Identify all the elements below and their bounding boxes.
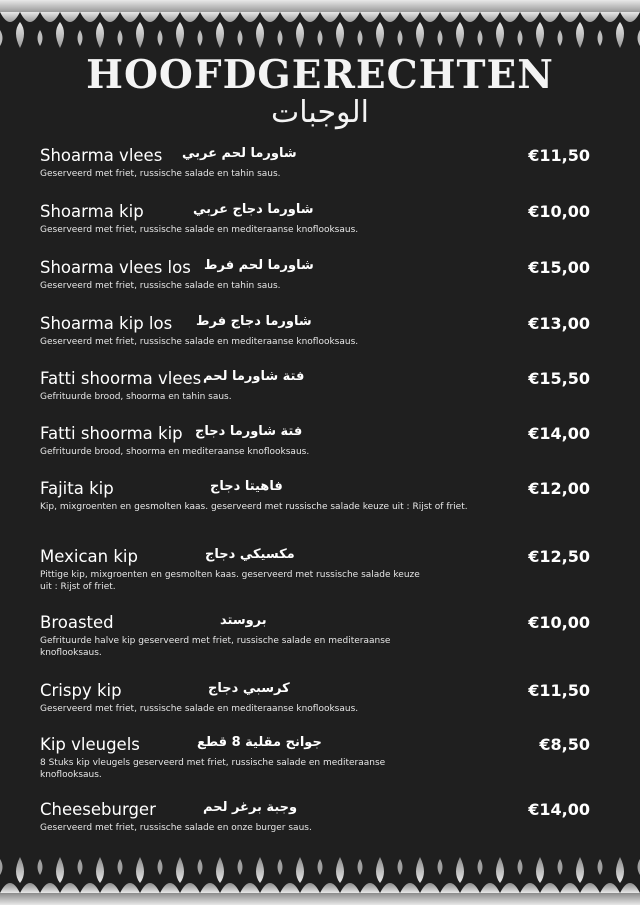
menu-item-arabic: جوانح مقلية 8 قطع <box>197 735 322 750</box>
menu-item-name: Shoarma kip <box>40 202 144 221</box>
menu-item-description: Gefrituurde brood, shoorma en mediteraanse knoflooksaus. <box>40 447 310 457</box>
menu-item-arabic: شاورما دجاج عربي <box>193 202 314 217</box>
menu-item-name: Crispy kip <box>40 681 122 700</box>
menu-item-name: Fatti shoorma kip <box>40 424 183 443</box>
menu-item-description: Geserveerd met friet, russische salade en mediteraanse knoflooksaus. <box>40 704 359 714</box>
menu-item-arabic: شاورما لحم عربي <box>182 146 297 161</box>
menu-item-description: Geserveerd met friet, russische salade en tahin saus. <box>40 281 281 291</box>
menu-item-price: €15,00 <box>528 258 590 277</box>
menu-item-arabic: مكسيكي دجاج <box>205 547 295 562</box>
menu-item-price: €8,50 <box>539 735 590 754</box>
page-subtitle-arabic: الوجبات <box>271 95 369 130</box>
menu-item-arabic: شاورما دجاج فرط <box>196 314 312 329</box>
menu-item-name: Mexican kip <box>40 547 138 566</box>
menu-item-price: €13,00 <box>528 314 590 333</box>
menu-item-price: €14,00 <box>528 424 590 443</box>
menu-item-name: Fajita kip <box>40 479 114 498</box>
menu-item-price: €11,50 <box>528 146 590 165</box>
menu-item-price: €10,00 <box>528 613 590 632</box>
menu-item-name: Broasted <box>40 613 114 632</box>
menu-item-description: Geserveerd met friet, russische salade en mediteraanse knoflooksaus. <box>40 337 359 347</box>
menu-item-price: €10,00 <box>528 202 590 221</box>
menu-item-name: Shoarma vlees los <box>40 258 191 277</box>
menu-item-arabic: فتة شاورما دجاج <box>195 424 303 439</box>
menu-item-name: Fatti shoorma vlees <box>40 369 202 388</box>
menu-item-description: Geserveerd met friet, russische salade en onze burger saus. <box>40 823 312 833</box>
page-title: HOOFDGERECHTEN <box>86 52 554 98</box>
menu-item-name: Shoarma vlees <box>40 146 163 165</box>
menu-item-description: 8 Stuks kip vleugels geserveerd met friet, russische salade en mediteraanse knoflooksaus. <box>40 758 386 780</box>
menu-item-arabic: بروستد <box>220 613 267 628</box>
menu-item-price: €12,00 <box>528 479 590 498</box>
menu-item-name: Cheeseburger <box>40 800 156 819</box>
menu-item-name: Kip vleugels <box>40 735 140 754</box>
menu-item-name: Shoarma kip los <box>40 314 173 333</box>
menu-item-price: €11,50 <box>528 681 590 700</box>
menu-item-arabic: كرسبي دجاج <box>208 681 290 696</box>
menu-item-description: Geserveerd met friet, russische salade en tahin saus. <box>40 169 281 179</box>
menu-item-description: Pittige kip, mixgroenten en gesmolten kaas. geserveerd met russische salade keuze uit : Rijst of friet. <box>40 570 420 592</box>
menu-item-description: Geserveerd met friet, russische salade en mediteraanse knoflooksaus. <box>40 225 359 235</box>
decorative-border-top <box>0 0 640 58</box>
menu-item-arabic: شاورما لحم فرط <box>204 258 314 273</box>
menu-item-price: €14,00 <box>528 800 590 819</box>
menu-item-description: Kip, mixgroenten en gesmolten kaas. geserveerd met russische salade keuze uit : Rijst of friet. <box>40 502 468 512</box>
menu-item-arabic: فتة شاورما لحم <box>203 369 305 384</box>
menu-item-price: €12,50 <box>528 547 590 566</box>
menu-item-arabic: فاهيتا دجاج <box>210 479 283 494</box>
menu-item-description: Gefrituurde halve kip geserveerd met friet, russische salade en mediteraanse knoflooksaus. <box>40 636 391 658</box>
decorative-border-bottom <box>0 845 640 905</box>
menu-item-price: €15,50 <box>528 369 590 388</box>
menu-item-arabic: وجبة برغر لحم <box>203 800 298 815</box>
menu-item-description: Gefrituurde brood, shoorma en tahin saus. <box>40 392 232 402</box>
